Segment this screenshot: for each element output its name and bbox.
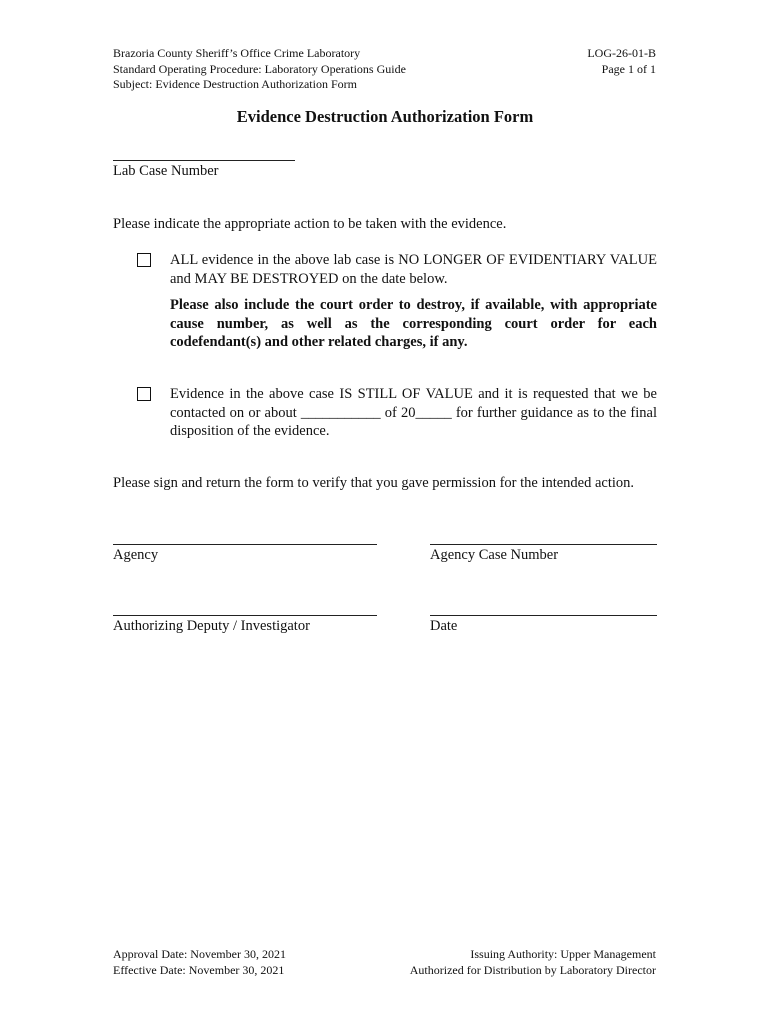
- still-of-value-option: [170, 385, 657, 441]
- agency-case-number-label: Agency Case Number: [430, 547, 559, 563]
- still-of-value-checkbox[interactable]: [137, 387, 151, 401]
- header-sop: Standard Operating Procedure: Laboratory Operations Guide: [113, 61, 406, 76]
- agency-case-number-field[interactable]: [430, 544, 657, 545]
- distribution-authority: Authorized for Distribution by Laboratory Director: [409, 962, 656, 977]
- form-title: Evidence Destruction Authorization Form: [236, 107, 534, 126]
- lab-case-number-label: Lab Case Number: [113, 163, 219, 179]
- approval-date: Approval Date: November 30, 2021: [113, 947, 286, 961]
- issuing-authority: Issuing Authority: Upper Management: [470, 947, 656, 961]
- sign-instruction: Please sign and return the form to verify that you gave permission for the intended action.: [113, 475, 635, 491]
- effective-date: Effective Date: November 30, 2021: [113, 962, 285, 977]
- header-subject: Subject: Evidence Destruction Authorization Form: [113, 77, 357, 91]
- court-order-note: Please also include the court order to destroy, if available, with appropriate cause number, as well as the corresponding court order for each codefendant(s) and other related charges, if any.: [170, 297, 657, 350]
- header-org: Brazoria County Sheriff’s Office Crime Laboratory: [113, 46, 361, 60]
- header-page-info: Page 1 of 1: [601, 61, 656, 76]
- date-field[interactable]: [430, 615, 657, 616]
- agency-label: Agency: [113, 547, 159, 563]
- footer-left: [113, 947, 286, 978]
- header-doc-id: LOG-26-01-B: [587, 46, 656, 60]
- authorizing-deputy-field[interactable]: [113, 615, 377, 616]
- still-of-value-text: Evidence in the above case IS STILL OF VALUE and it is requested that we be contacted on or about ___________ of 20_____ for further guidance as to the final disposition of the evidence.: [170, 386, 657, 439]
- destroy-evidence-option: [170, 251, 657, 352]
- lab-case-number-field[interactable]: [113, 160, 295, 161]
- date-label: Date: [430, 618, 458, 634]
- agency-field[interactable]: [113, 544, 377, 545]
- header-left: [113, 46, 406, 93]
- destroy-evidence-text: ALL evidence in the above lab case is NO LONGER OF EVIDENTIARY VALUE and MAY BE DESTROYED on the date below.: [170, 252, 657, 287]
- authorizing-deputy-label: Authorizing Deputy / Investigator: [113, 618, 310, 634]
- header-right: [587, 46, 656, 77]
- action-instruction: Please indicate the appropriate action to be taken with the evidence.: [113, 216, 507, 232]
- footer-right: [410, 947, 656, 978]
- destroy-evidence-checkbox[interactable]: [137, 253, 151, 267]
